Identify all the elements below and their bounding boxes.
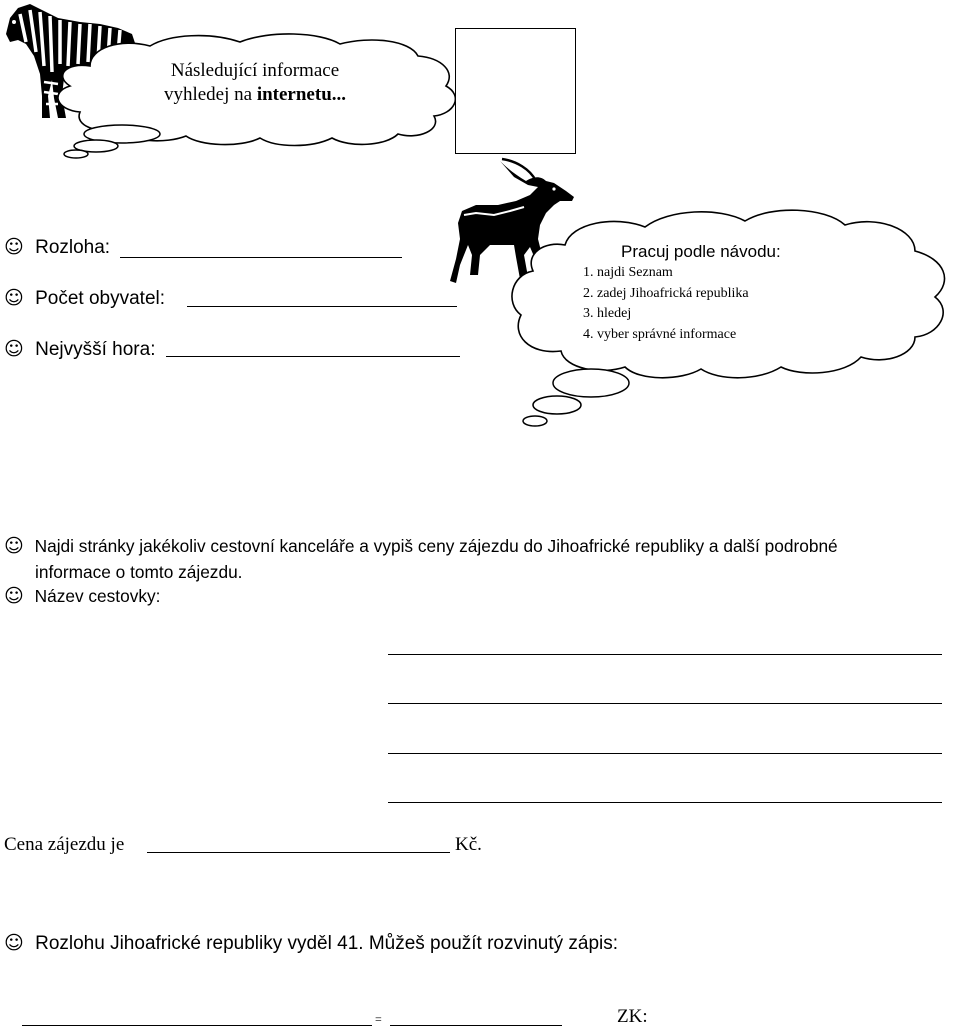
check-label: ZK: [617,1006,648,1027]
guide-step: 1. najdi Seznam [583,265,673,280]
smiley-icon: ☺ [4,585,24,607]
task-division [4,932,618,955]
task-division-text: Rozlohu Jihoafrické republiky vyděl 41. Můžeš použít rozvinutý zápis: [35,933,619,954]
picture-placeholder-box [455,28,576,154]
intro-line2-plain: vyhledej na [163,84,257,105]
fact-label-population: Počet obyvatel: [35,288,166,309]
fact-label-area: Rozloha: [35,237,111,258]
agency-row [4,585,160,607]
division-expression-line[interactable] [22,1025,372,1026]
smiley-icon: ☺ [4,287,24,309]
intro-line1: Následující informace [170,60,340,81]
details-answer-line[interactable] [388,802,942,803]
details-answer-line[interactable] [388,703,942,704]
fact-area [4,236,110,259]
price-answer-line[interactable] [147,852,450,853]
task-travel-line1 [4,535,838,557]
division-result-line[interactable] [390,1025,562,1026]
fact-peak-answer-line[interactable] [166,356,460,357]
guide-title: Pracuj podle návodu: [621,242,781,261]
smiley-icon: ☺ [4,236,24,258]
smiley-icon: ☺ [4,338,24,360]
guide-bubble-content [583,241,883,345]
agency-label: Název cestovky: [34,586,161,606]
equals-sign: = [375,1012,382,1026]
task-travel-text: Najdi stránky jakékoliv cestovní kanceláře a vypiš ceny zájezdu do Jihoafrické republiky a další podrobné [34,536,838,556]
fact-population [4,287,165,310]
price-label: Cena zájezdu je [4,834,125,855]
intro-bubble-text [115,59,395,107]
guide-step: 2. zadej Jihoafrická republika [583,285,749,301]
details-answer-line[interactable] [388,654,942,655]
smiley-icon: ☺ [4,535,24,557]
intro-line2-bold: internetu... [256,84,347,105]
guide-step: 3. hledej [583,306,632,321]
price-unit: Kč. [455,834,482,855]
fact-highest-peak [4,338,155,361]
smiley-icon: ☺ [4,932,24,954]
fact-label-peak: Nejvyšší hora: [35,339,156,360]
guide-step: 4. vyber správné informace [583,326,737,342]
task-travel-line2: informace o tomto zájezdu. [35,562,243,582]
intro-line2 [115,83,395,107]
fact-area-answer-line[interactable] [120,257,402,258]
fact-population-answer-line[interactable] [187,306,457,307]
details-answer-line[interactable] [388,753,942,754]
